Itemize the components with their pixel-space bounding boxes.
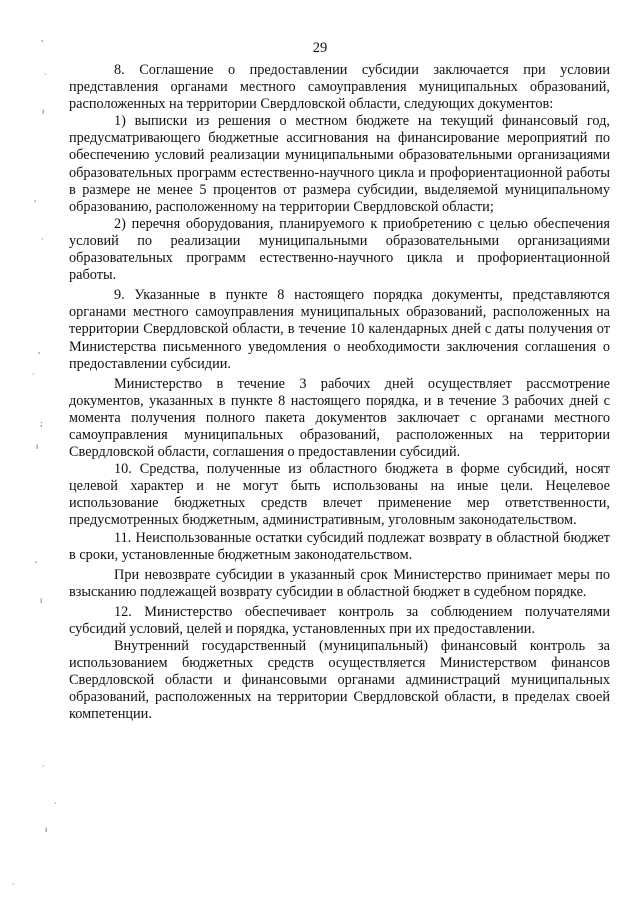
scan-mark: ' [38,351,41,360]
page-number: 29 [312,40,328,56]
scan-mark: ı [42,107,45,116]
document-body [69,62,610,724]
paragraph-8-item-2: 2) перечня оборудования, планируемого к приобретению с целью обеспечения условий по реализации муниципальными образовательными организациями образовательных программ естественно-научного цикла и профориентационной работы. [69,215,610,284]
scan-mark: · [41,235,44,244]
paragraph-12: 12. Министерство обеспечивает контроль за соблюдением получателями субсидий условий, целей и порядка, установленных при их предоставлении. [69,603,610,637]
scan-mark: ' [34,199,37,208]
scan-mark: ı [45,825,48,834]
paragraph-11-continuation: При невозврате субсидии в указанный срок Министерство принимает меры по взысканию подлежащей возврату субсидии в областной бюджет в судебном порядке. [69,566,610,600]
scan-mark: ı [36,442,39,451]
scan-mark: · [44,70,47,79]
paragraph-10: 10. Средства, полученные из областного бюджета в форме субсидий, носят целевой характер и не могут быть использованы на иные цели. Нецелевое использование бюджетных средств влечет применение мер ответственности, предусмотренных бюджетным, административным, уголовным законодательством. [69,461,610,529]
paragraph-9: 9. Указанные в пункте 8 настоящего порядка документы, представляются органами местного самоуправления муниципальных образований, расположенных на территории Свердловской области, в течение 10 календарных дней с даты получения от Министерства письменного уведомления о необходимости заключения соглашения о предоставлении субсидии. [69,287,610,372]
paragraph-8-item-1: 1) выписки из решения о местном бюджете на текущий финансовый год, предусматривающего бюджетные ассигнования на финансирование мероприятий по обеспечению условий реализации муниципальными образовательными организациями образовательных программ естественно-научного цикла и профориентационной работы в размере не менее 5 процентов от размера субсидии, выделяемой муниципальному образованию, расположенному на территории Свердловской области; [69,113,610,215]
paragraph-11: 11. Неиспользованные остатки субсидий подлежат возврату в областной бюджет в сроки, установленные бюджетным законодательством. [69,529,610,563]
scan-mark: ' [35,560,38,569]
paragraph-9-continuation: Министерство в течение 3 рабочих дней осуществляет рассмотрение документов, указанных в пункте 8 настоящего порядка, и в течение 3 рабочих дней с момента получения полного пакета документов заключает с органами местного самоуправления муниципальных образований, расположенных на территории Свердловской области, соглашения о предоставлении субсидий. [69,375,610,461]
scan-mark: · [12,880,15,889]
scan-mark: · [32,370,35,379]
scan-mark: · [54,799,57,808]
scan-mark: ı [40,596,43,605]
scan-mark: ' [41,39,44,48]
scan-mark: · [42,762,45,771]
paragraph-8: 8. Соглашение о предоставлении субсидии заключается при условии представления органами местного самоуправления муниципальных образований, расположенных на территории Свердловской области, следующих документов: [69,62,610,113]
paragraph-12-continuation: Внутренний государственный (муниципальный) финансовый контроль за использованием бюджетных средств осуществляется Министерством финансов Свердловской области и финансовыми органами администраций муниципальных образований, расположенных на территории Свердловской области, в пределах своей компетенции. [69,638,610,723]
scan-mark: ; [40,419,43,428]
